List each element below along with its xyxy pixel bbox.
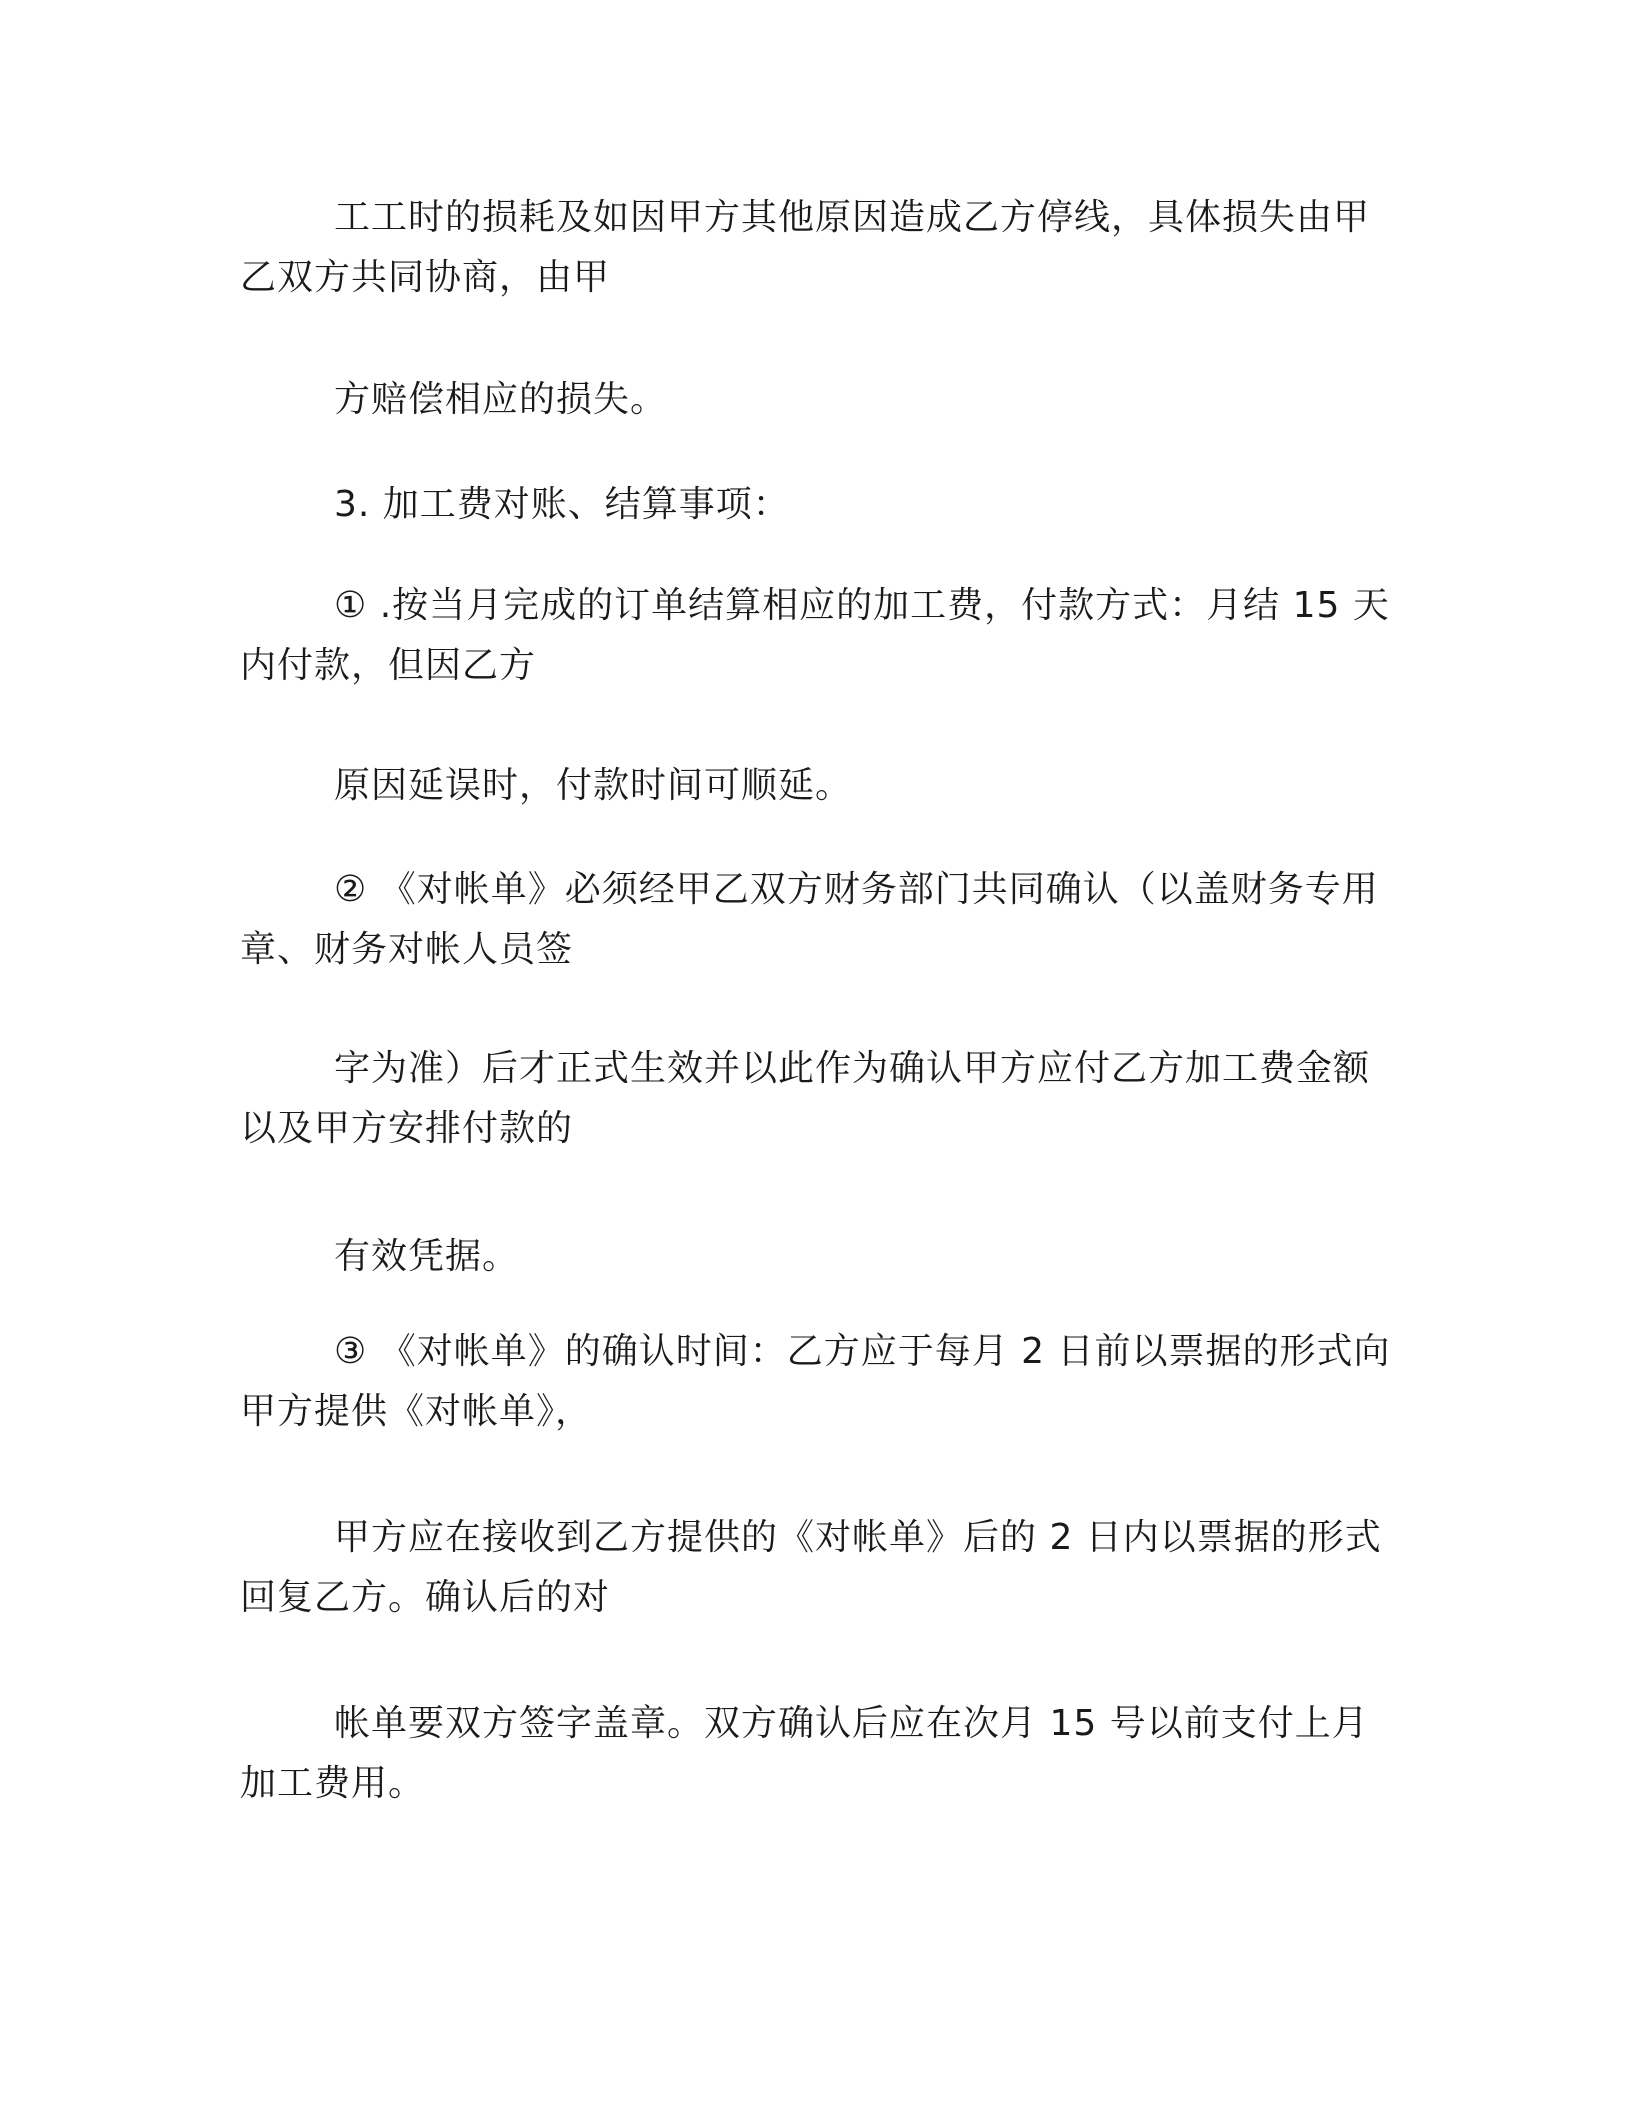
paragraph-line: ③ 《对帐单》的确认时间：乙方应于每月 2 日前以票据的形式向	[334, 1331, 1391, 1372]
paragraph-line: 有效凭据。	[334, 1236, 520, 1277]
paragraph-line: 帐单要双方签字盖章。双方确认后应在次月 15 号以前支付上月	[334, 1703, 1369, 1744]
clause-3-confirmation-time-end	[240, 1694, 1390, 1814]
clause-2-statement-confirmation-end	[240, 1227, 1390, 1287]
paragraph-line: 原因延误时，付款时间可顺延。	[334, 765, 853, 806]
paragraph-line: 方赔偿相应的损失。	[334, 379, 668, 420]
clause-1-payment-terms	[240, 576, 1390, 696]
paragraph-line: ① .按当月完成的订单结算相应的加工费，付款方式：月结 15 天	[334, 585, 1390, 626]
section-heading: 3. 加工费对账、结算事项：	[334, 484, 790, 525]
paragraph-loss-compensation	[240, 188, 1390, 308]
paragraph-line: 字为准）后才正式生效并以此作为确认甲方应付乙方加工费金额	[334, 1048, 1371, 1089]
paragraph-line: 加工费用。	[240, 1763, 426, 1804]
clause-3-confirmation-time	[240, 1322, 1390, 1442]
paragraph-line: 以及甲方安排付款的	[240, 1108, 574, 1149]
paragraph-line: 内付款，但因乙方	[240, 645, 537, 686]
paragraph-line: ② 《对帐单》必须经甲乙双方财务部门共同确认（以盖财务专用	[334, 869, 1379, 910]
paragraph-line: 甲方应在接收到乙方提供的《对帐单》后的 2 日内以票据的形式	[334, 1517, 1382, 1558]
paragraph-line: 章、财务对帐人员签	[240, 929, 574, 970]
clause-2-statement-confirmation-cont	[240, 1039, 1390, 1159]
paragraph-line: 回复乙方。确认后的对	[240, 1577, 611, 1618]
paragraph-line: 甲方提供《对帐单》，	[240, 1391, 593, 1432]
clause-2-statement-confirmation	[240, 860, 1390, 980]
paragraph-line: 乙双方共同协商，由甲	[240, 257, 611, 298]
paragraph-loss-compensation-cont	[240, 370, 1390, 430]
clause-1-payment-terms-cont	[240, 756, 1390, 816]
section-heading-settlement	[240, 475, 1390, 535]
paragraph-line: 工工时的损耗及如因甲方其他原因造成乙方停线，具体损失由甲	[334, 197, 1371, 238]
clause-3-confirmation-time-cont	[240, 1508, 1390, 1628]
